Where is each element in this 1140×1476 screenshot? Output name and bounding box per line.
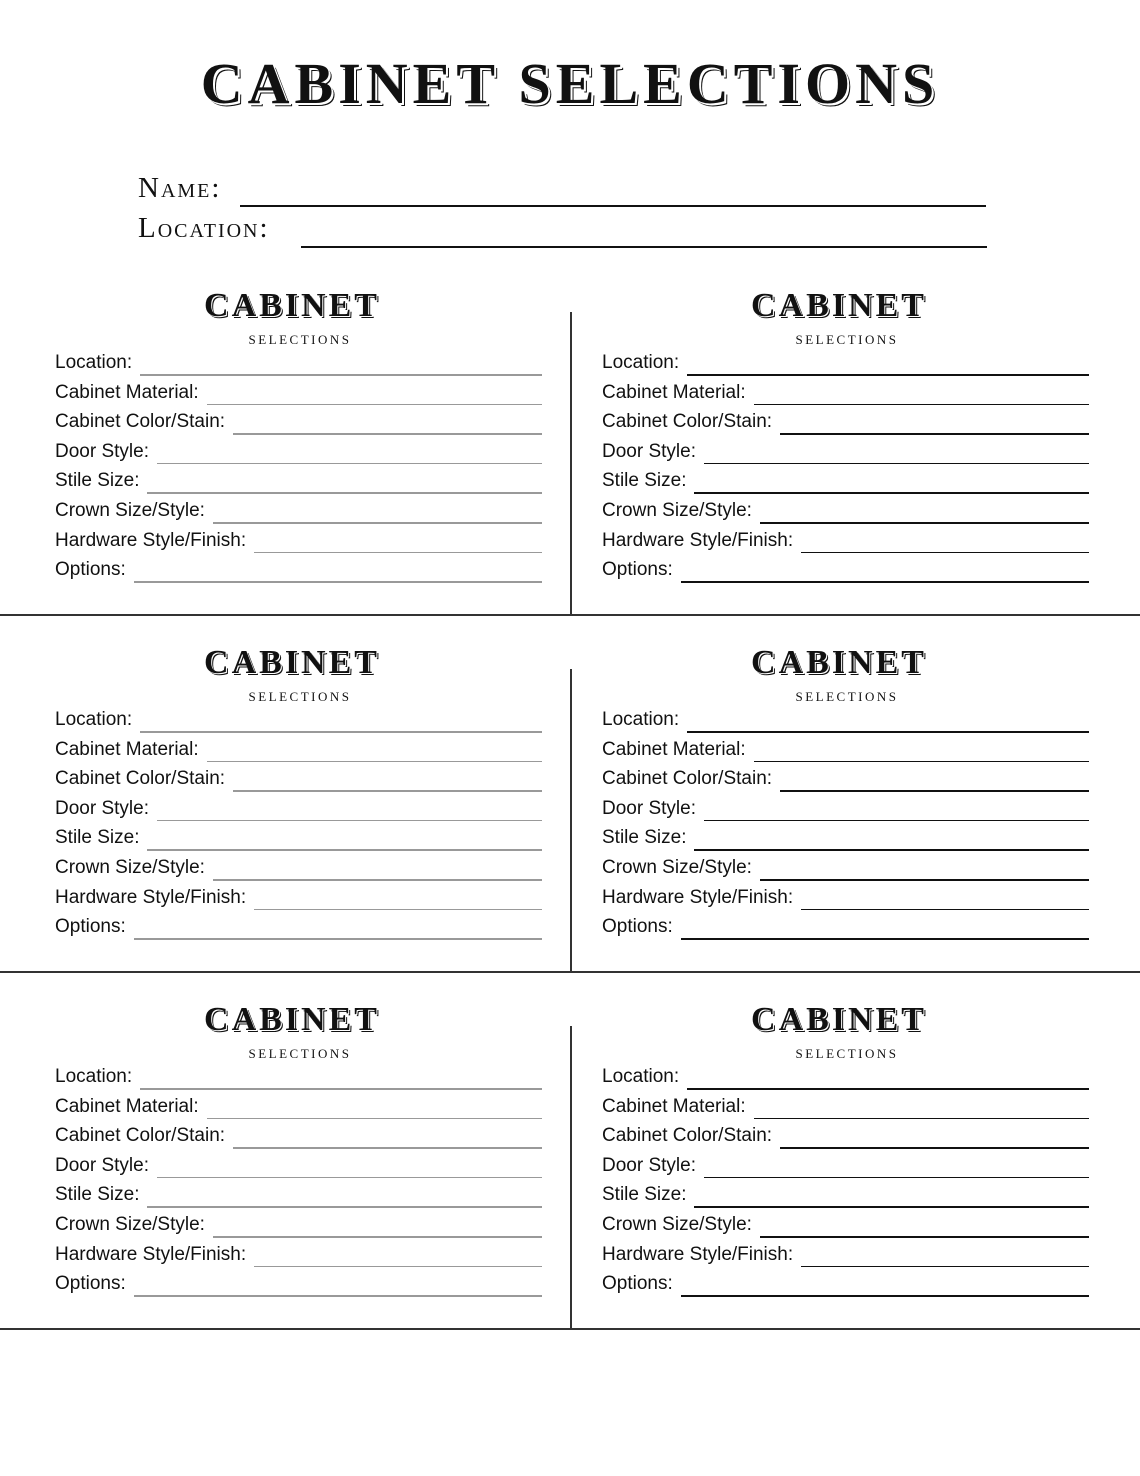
field-label: Cabinet Material: bbox=[602, 738, 746, 760]
field-label: Crown Size/Style: bbox=[55, 500, 205, 521]
form-field bbox=[602, 709, 1089, 739]
field-label: Crown Size/Style: bbox=[602, 1214, 752, 1235]
form-field bbox=[55, 739, 542, 769]
field-input-line[interactable] bbox=[254, 1266, 542, 1268]
field-input-line[interactable] bbox=[694, 492, 1089, 494]
field-input-line[interactable] bbox=[147, 492, 542, 494]
card-title: CABINET bbox=[751, 644, 927, 681]
field-label: Options: bbox=[602, 1273, 673, 1295]
field-label: Door Style: bbox=[55, 440, 149, 462]
field-label: Crown Size/Style: bbox=[602, 500, 752, 521]
field-input-line[interactable] bbox=[140, 374, 542, 376]
form-field bbox=[602, 1096, 1089, 1126]
field-input-line[interactable] bbox=[134, 581, 542, 583]
form-field bbox=[602, 411, 1089, 441]
cabinet-card bbox=[55, 644, 555, 964]
field-input-line[interactable] bbox=[687, 374, 1089, 376]
field-label: Options: bbox=[602, 559, 673, 581]
field-input-line[interactable] bbox=[157, 820, 542, 822]
column-divider bbox=[570, 1026, 572, 1328]
row-divider bbox=[0, 614, 1140, 616]
field-label: Cabinet Material: bbox=[602, 1095, 746, 1117]
field-input-line[interactable] bbox=[254, 909, 542, 911]
form-field bbox=[55, 1273, 542, 1303]
form-field bbox=[602, 1244, 1089, 1274]
row-divider bbox=[0, 971, 1140, 973]
field-input-line[interactable] bbox=[213, 522, 542, 524]
cabinet-card bbox=[602, 644, 1102, 964]
field-input-line[interactable] bbox=[681, 581, 1089, 583]
form-field bbox=[602, 798, 1089, 828]
field-input-line[interactable] bbox=[780, 790, 1089, 792]
form-field bbox=[55, 1125, 542, 1155]
name-label: Name: bbox=[138, 172, 222, 204]
form-field bbox=[55, 916, 542, 946]
cabinet-card bbox=[602, 1001, 1102, 1321]
location-field[interactable] bbox=[301, 246, 987, 248]
cabinet-card bbox=[602, 287, 1102, 607]
form-field bbox=[55, 1155, 542, 1185]
field-label: Cabinet Color/Stain: bbox=[602, 1125, 773, 1147]
form-field bbox=[55, 1184, 542, 1214]
form-field bbox=[602, 530, 1089, 560]
field-input-line[interactable] bbox=[134, 1295, 542, 1297]
card-title: CABINET bbox=[204, 1001, 380, 1038]
form-field bbox=[602, 768, 1089, 798]
card-title: CABINET bbox=[204, 287, 380, 324]
card-title: CABINET bbox=[751, 287, 927, 324]
form-field bbox=[55, 857, 542, 887]
field-label: Options: bbox=[55, 916, 126, 938]
card-subtitle: SELECTIONS bbox=[795, 332, 899, 347]
column-divider bbox=[570, 669, 572, 971]
field-label: Location: bbox=[602, 352, 680, 373]
form-field bbox=[55, 500, 542, 530]
field-label: Options: bbox=[55, 559, 126, 581]
card-title: CABINET bbox=[751, 1001, 927, 1038]
field-input-line[interactable] bbox=[801, 552, 1089, 554]
form-field bbox=[602, 470, 1089, 500]
form-field bbox=[602, 887, 1089, 917]
field-input-line[interactable] bbox=[801, 909, 1089, 911]
field-input-line[interactable] bbox=[157, 1177, 542, 1179]
field-label: Crown Size/Style: bbox=[602, 857, 752, 878]
field-label: Location: bbox=[602, 1066, 680, 1087]
page-title: CABINET SELECTIONS bbox=[200, 51, 940, 116]
field-label: Door Style: bbox=[602, 1154, 696, 1176]
field-input-line[interactable] bbox=[134, 938, 542, 940]
field-label: Location: bbox=[55, 709, 133, 730]
field-label: Cabinet Color/Stain: bbox=[55, 1125, 226, 1147]
field-input-line[interactable] bbox=[801, 1266, 1089, 1268]
form-field bbox=[602, 441, 1089, 471]
field-label: Cabinet Material: bbox=[55, 381, 199, 403]
location-label: Location: bbox=[138, 212, 270, 244]
field-label: Location: bbox=[55, 1066, 133, 1087]
form-field bbox=[55, 887, 542, 917]
form-field bbox=[602, 1214, 1089, 1244]
form-field bbox=[55, 1214, 542, 1244]
form-field bbox=[55, 411, 542, 441]
field-input-line[interactable] bbox=[704, 463, 1089, 465]
field-label: Hardware Style/Finish: bbox=[55, 529, 247, 551]
card-subtitle: SELECTIONS bbox=[248, 689, 352, 704]
form-field bbox=[55, 559, 542, 589]
form-field bbox=[602, 857, 1089, 887]
cabinet-card bbox=[55, 287, 555, 607]
form-field bbox=[55, 798, 542, 828]
field-input-line[interactable] bbox=[207, 761, 542, 763]
field-label: Stile Size: bbox=[602, 1184, 687, 1206]
field-label: Cabinet Material: bbox=[55, 1095, 199, 1117]
form-field bbox=[602, 827, 1089, 857]
field-label: Crown Size/Style: bbox=[55, 857, 205, 878]
field-input-line[interactable] bbox=[704, 820, 1089, 822]
form-field bbox=[55, 1096, 542, 1126]
form-field bbox=[55, 530, 542, 560]
form-field bbox=[602, 1125, 1089, 1155]
form-field bbox=[55, 768, 542, 798]
form-field bbox=[602, 352, 1089, 382]
field-input-line[interactable] bbox=[694, 1206, 1089, 1208]
form-field bbox=[55, 382, 542, 412]
form-field bbox=[602, 382, 1089, 412]
card-title: CABINET bbox=[204, 644, 380, 681]
field-input-line[interactable] bbox=[687, 1088, 1089, 1090]
field-input-line[interactable] bbox=[147, 1206, 542, 1208]
field-input-line[interactable] bbox=[687, 731, 1089, 733]
field-label: Stile Size: bbox=[55, 470, 140, 492]
form-field bbox=[55, 709, 542, 739]
form-field bbox=[55, 827, 542, 857]
field-input-line[interactable] bbox=[780, 1147, 1089, 1149]
field-label: Cabinet Material: bbox=[55, 738, 199, 760]
card-subtitle: SELECTIONS bbox=[795, 689, 899, 704]
field-input-line[interactable] bbox=[207, 1118, 542, 1120]
form-field bbox=[602, 916, 1089, 946]
form-field bbox=[602, 559, 1089, 589]
field-label: Cabinet Color/Stain: bbox=[602, 411, 773, 433]
row-divider bbox=[0, 1328, 1140, 1330]
field-label: Location: bbox=[55, 352, 133, 373]
field-label: Options: bbox=[602, 916, 673, 938]
field-label: Stile Size: bbox=[55, 1184, 140, 1206]
field-label: Door Style: bbox=[55, 1154, 149, 1176]
field-label: Stile Size: bbox=[602, 470, 687, 492]
form-field bbox=[55, 1066, 542, 1096]
form-field bbox=[602, 500, 1089, 530]
field-label: Options: bbox=[55, 1273, 126, 1295]
field-label: Hardware Style/Finish: bbox=[602, 1243, 794, 1265]
card-subtitle: SELECTIONS bbox=[795, 1046, 899, 1061]
form-field bbox=[602, 1066, 1089, 1096]
field-input-line[interactable] bbox=[780, 433, 1089, 435]
field-input-line[interactable] bbox=[760, 1236, 1089, 1238]
field-label: Cabinet Material: bbox=[602, 381, 746, 403]
field-label: Location: bbox=[602, 709, 680, 730]
field-label: Door Style: bbox=[602, 440, 696, 462]
form-field bbox=[55, 441, 542, 471]
field-input-line[interactable] bbox=[760, 879, 1089, 881]
column-divider bbox=[570, 312, 572, 614]
form-field bbox=[602, 1184, 1089, 1214]
field-input-line[interactable] bbox=[754, 1118, 1089, 1120]
form-field bbox=[55, 470, 542, 500]
field-input-line[interactable] bbox=[754, 404, 1089, 406]
field-label: Hardware Style/Finish: bbox=[602, 886, 794, 908]
field-input-line[interactable] bbox=[233, 433, 542, 435]
form-field bbox=[602, 739, 1089, 769]
field-input-line[interactable] bbox=[140, 731, 542, 733]
field-label: Stile Size: bbox=[602, 827, 687, 849]
field-label: Door Style: bbox=[602, 797, 696, 819]
cabinet-card bbox=[55, 1001, 555, 1321]
name-field[interactable] bbox=[240, 205, 986, 207]
field-input-line[interactable] bbox=[147, 849, 542, 851]
field-label: Crown Size/Style: bbox=[55, 1214, 205, 1235]
field-input-line[interactable] bbox=[704, 1177, 1089, 1179]
field-label: Hardware Style/Finish: bbox=[55, 1243, 247, 1265]
field-input-line[interactable] bbox=[213, 879, 542, 881]
field-input-line[interactable] bbox=[681, 938, 1089, 940]
field-input-line[interactable] bbox=[233, 1147, 542, 1149]
field-label: Door Style: bbox=[55, 797, 149, 819]
form-field bbox=[55, 352, 542, 382]
form-field bbox=[55, 1244, 542, 1274]
field-input-line[interactable] bbox=[681, 1295, 1089, 1297]
form-field bbox=[602, 1273, 1089, 1303]
field-label: Cabinet Color/Stain: bbox=[602, 768, 773, 790]
field-input-line[interactable] bbox=[207, 404, 542, 406]
field-input-line[interactable] bbox=[233, 790, 542, 792]
field-label: Cabinet Color/Stain: bbox=[55, 411, 226, 433]
field-input-line[interactable] bbox=[760, 522, 1089, 524]
card-subtitle: SELECTIONS bbox=[248, 332, 352, 347]
field-label: Cabinet Color/Stain: bbox=[55, 768, 226, 790]
field-input-line[interactable] bbox=[694, 849, 1089, 851]
card-subtitle: SELECTIONS bbox=[248, 1046, 352, 1061]
field-label: Stile Size: bbox=[55, 827, 140, 849]
field-input-line[interactable] bbox=[754, 761, 1089, 763]
form-field bbox=[602, 1155, 1089, 1185]
field-label: Hardware Style/Finish: bbox=[602, 529, 794, 551]
field-input-line[interactable] bbox=[140, 1088, 542, 1090]
field-input-line[interactable] bbox=[157, 463, 542, 465]
field-input-line[interactable] bbox=[254, 552, 542, 554]
field-label: Hardware Style/Finish: bbox=[55, 886, 247, 908]
field-input-line[interactable] bbox=[213, 1236, 542, 1238]
